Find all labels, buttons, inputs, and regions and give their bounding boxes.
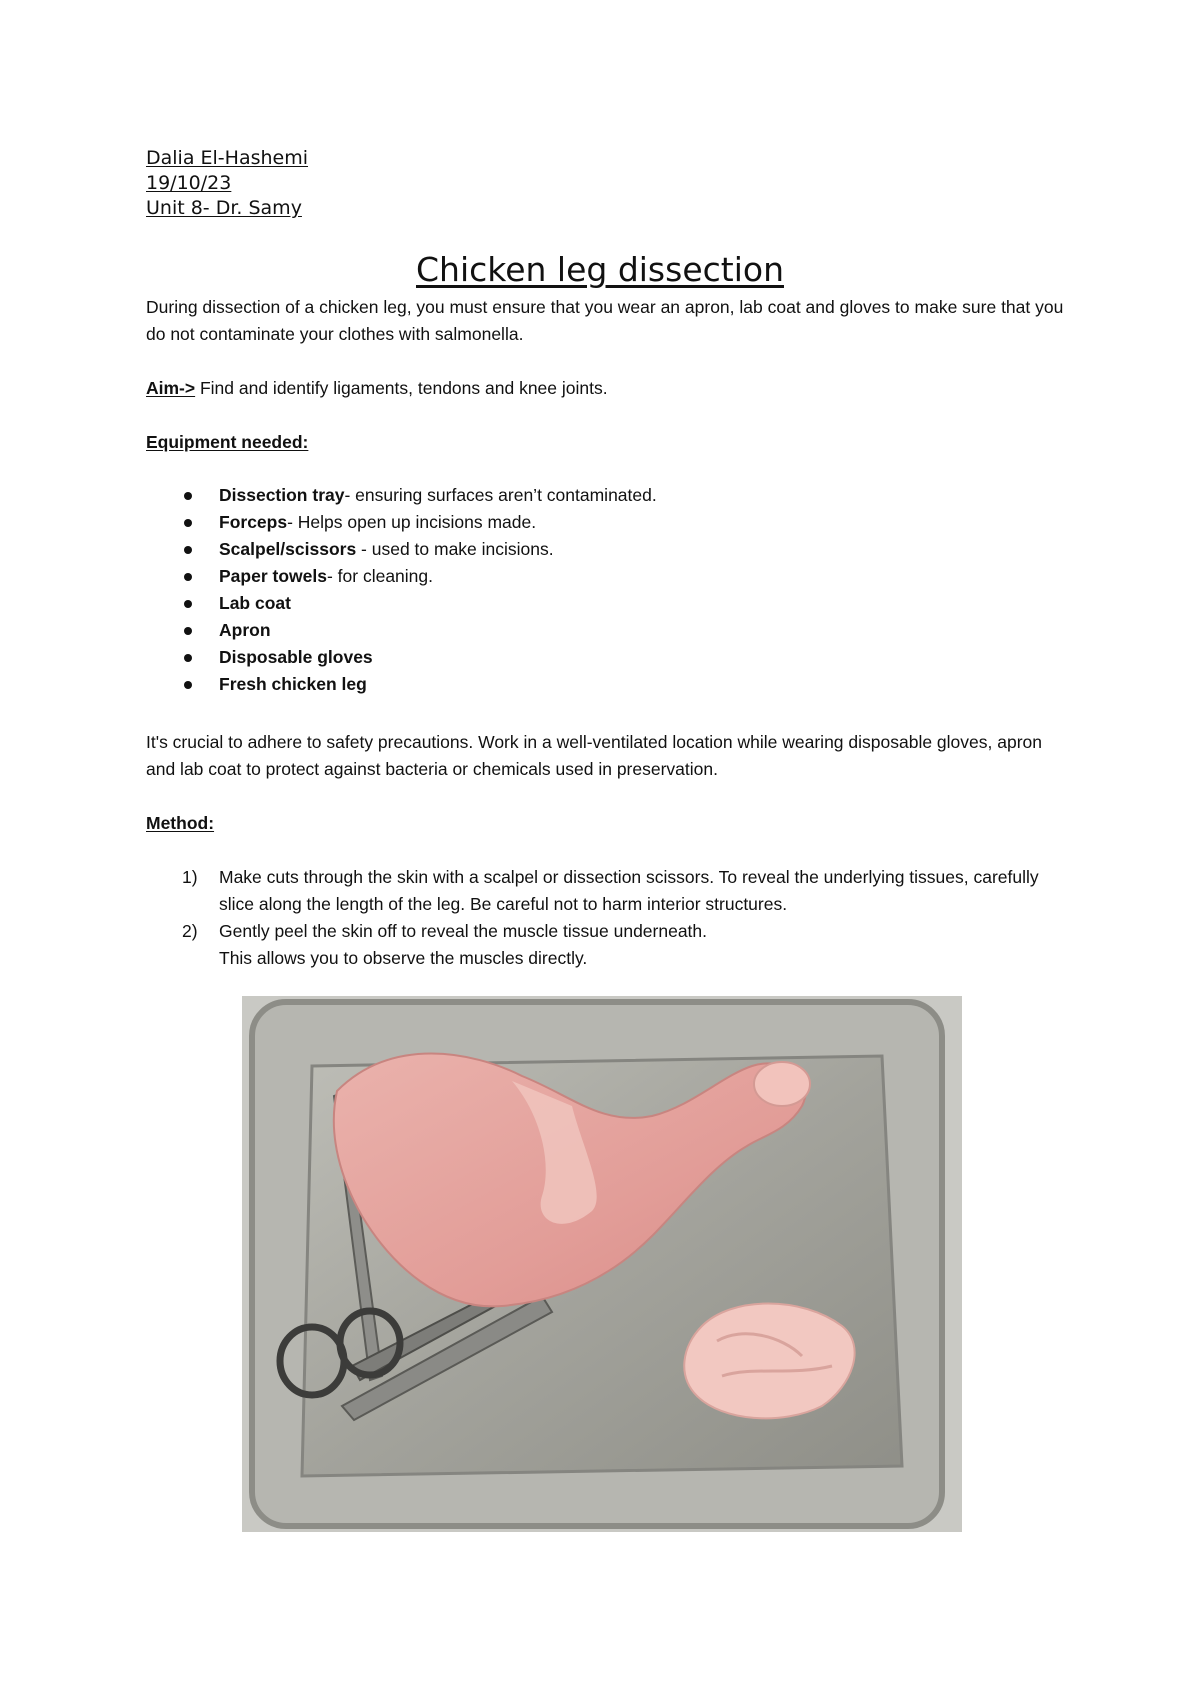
equipment-item-name: Disposable gloves: [219, 647, 373, 667]
header-block: [146, 146, 308, 221]
dissection-photo: [242, 996, 962, 1532]
list-item: [146, 482, 1066, 509]
page-title-text: Chicken leg dissection: [416, 250, 784, 289]
intro-paragraph: During dissection of a chicken leg, you must ensure that you wear an apron, lab coat and gloves to make sure that you do not contaminate your clothes with salmonella.: [146, 297, 1064, 344]
equipment-item-desc: - ensuring surfaces aren’t contaminated.: [344, 485, 657, 505]
method-heading: [146, 810, 1066, 837]
list-item: [146, 671, 1066, 698]
step-number: 1): [182, 867, 198, 887]
method-heading-text: Method:: [146, 813, 215, 833]
unit-info: Unit 8- Dr. Samy: [146, 197, 302, 219]
aim-text: Find and identify ligaments, tendons and knee joints.: [195, 378, 608, 398]
list-item: [146, 563, 1066, 590]
step-text: Make cuts through the skin with a scalpel or dissection scissors. To reveal the underlying tissues, carefully slice along the length of the leg. Be careful not to harm interior structures.: [219, 867, 1039, 914]
aim-line: [146, 375, 1066, 402]
equipment-list: [146, 482, 1066, 698]
peeled-skin: [684, 1304, 854, 1419]
method-step: [146, 918, 1066, 972]
equipment-item-name: Dissection tray: [219, 485, 345, 505]
equipment-item-desc: - used to make incisions.: [356, 539, 554, 559]
equipment-item-desc: - for cleaning.: [326, 566, 433, 586]
list-item: [146, 590, 1066, 617]
equipment-heading-text: Equipment needed:: [146, 432, 309, 452]
step-number: 2): [182, 921, 198, 941]
step-text: Gently peel the skin off to reveal the muscle tissue underneath.: [219, 921, 708, 941]
equipment-item-name: Lab coat: [219, 593, 291, 613]
dissection-photo-illustration: [242, 996, 962, 1532]
safety-paragraph: It's crucial to adhere to safety precautions. Work in a well-ventilated location while wearing disposable gloves, apron and lab coat to protect against bacteria or chemicals used in preservation.: [146, 732, 1042, 779]
method-list: [146, 864, 1066, 972]
list-item: [146, 617, 1066, 644]
method-step: [146, 864, 1066, 918]
author-name: Dalia El-Hashemi: [146, 147, 309, 169]
equipment-heading: [146, 429, 1066, 456]
step-text-continued: This allows you to observe the muscles directly.: [219, 948, 588, 968]
equipment-item-name: Apron: [219, 620, 271, 640]
equipment-item-name: Fresh chicken leg: [219, 674, 367, 694]
list-item: [146, 536, 1066, 563]
equipment-item-name: Forceps: [219, 512, 288, 532]
knuckle-end: [754, 1062, 810, 1106]
list-item: [146, 509, 1066, 536]
document-date: 19/10/23: [146, 172, 232, 194]
list-item: [146, 644, 1066, 671]
equipment-item-desc: - Helps open up incisions made.: [287, 512, 537, 532]
aim-label: Aim->: [146, 378, 196, 398]
page-title: [0, 250, 1200, 290]
equipment-item-name: Scalpel/scissors: [219, 539, 357, 559]
equipment-item-name: Paper towels: [219, 566, 327, 586]
